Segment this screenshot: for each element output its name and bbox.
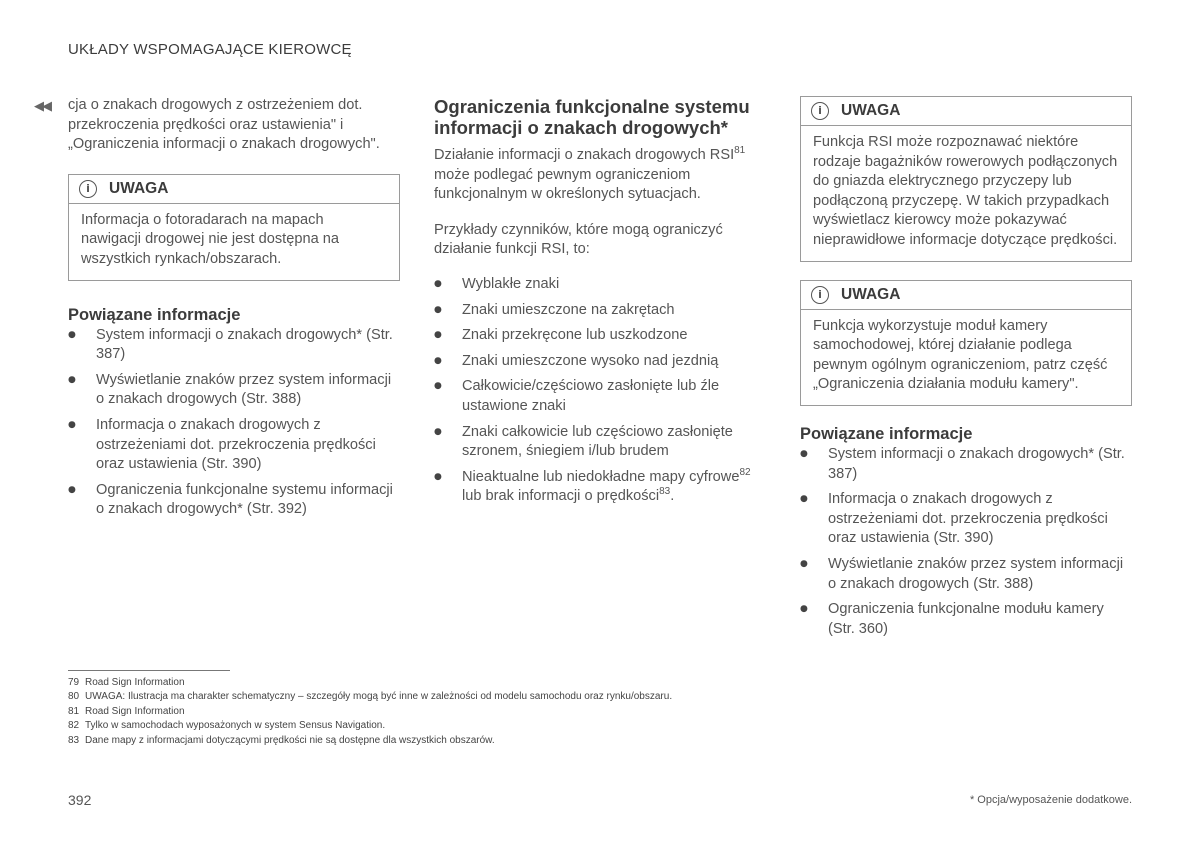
related-list	[68, 326, 400, 520]
info-circle-icon: i	[79, 180, 97, 198]
footnote: 82 Tylko w samochodach wyposażonych w system Sensus Navigation.	[68, 720, 386, 732]
related-link[interactable]: ● Ograniczenia funkcjonalne systemu informacji o znakach drogowych* (Str. 392)	[68, 481, 400, 520]
footnote: 79 Road Sign Information	[68, 677, 185, 688]
note-title: UWAGA	[109, 179, 169, 197]
column-3	[800, 96, 1132, 645]
option-footnote: * Opcja/wyposażenie dodatkowe.	[969, 794, 1132, 806]
list-item: ● Znaki przekręcone lub uszkodzone	[434, 326, 766, 346]
list-item: ● Całkowicie/częściowo zasłonięte lub źle ustawione znaki	[434, 377, 766, 416]
note-body: Informacja o fotoradarach na mapach nawigacji drogowej nie jest dostępna na wszystkich rynkach/obszarach.	[81, 211, 339, 267]
note-box	[800, 96, 1132, 262]
intro-paragraph: cja o znakach drogowych z ostrzeżeniem dot. przekroczenia prędkości oraz ustawienia" i „Ograniczenia informacji o znakach drogowych".	[68, 97, 380, 153]
section-heading: Ograniczenia funkcjonalne systemu informacji o znakach drogowych*	[434, 96, 750, 138]
list-item: ● Znaki umieszczone wysoko nad jezdnią	[434, 352, 766, 372]
footnote: 81 Road Sign Information	[68, 705, 185, 717]
related-heading: Powiązane informacje	[68, 305, 241, 324]
note-header	[69, 175, 399, 204]
footnote-divider	[68, 670, 230, 671]
footnote-ref[interactable]: 82	[739, 466, 751, 478]
note-header	[801, 97, 1131, 126]
related-link[interactable]: ● System informacji o znakach drogowych* (Str. 387)	[800, 445, 1132, 484]
list-item: ● Znaki umieszczone na zakrętach	[434, 301, 766, 321]
list-item: ● Wyblakłe znaki	[434, 275, 766, 295]
note-box	[68, 174, 400, 281]
note-header	[801, 281, 1131, 310]
footnote-ref[interactable]: 81	[734, 145, 746, 157]
intro-text: Działanie informacji o znakach drogowych RSI	[434, 147, 735, 163]
examples-paragraph: Przykłady czynników, które mogą ograniczyć działanie funkcji RSI, to:	[434, 221, 723, 258]
related-list	[800, 445, 1132, 639]
item-text: Nieaktualne lub niedokładne mapy cyfrowe	[462, 468, 740, 485]
page-number: 392	[68, 792, 92, 808]
related-link[interactable]: ● Ograniczenia funkcjonalne modułu kamery (Str. 360)	[800, 600, 1132, 639]
note-title: UWAGA	[841, 102, 901, 120]
intro-text-cont: może podlegać pewnym ograniczeniom funkcjonalnym w określonych sytuacjach.	[434, 166, 701, 203]
list-item	[434, 468, 766, 507]
footnote-ref[interactable]: 83	[659, 486, 671, 498]
related-link[interactable]: ● Informacja o znakach drogowych z ostrzeżeniami dot. przekroczenia prędkości oraz ustawienia (Str. 390)	[68, 416, 400, 475]
column-2	[434, 96, 766, 513]
intro-paragraph	[434, 146, 766, 205]
item-text: lub brak informacji o prędkości	[462, 488, 660, 505]
note-box	[800, 280, 1132, 406]
info-circle-icon: i	[811, 286, 829, 304]
footnote: 80 UWAGA: Ilustracja ma charakter schematyczny – szczegóły mogą być inne w zależności od modelu samochodu oraz rynku/obszaru.	[68, 691, 673, 703]
footnotes	[68, 676, 672, 748]
related-heading: Powiązane informacje	[800, 424, 973, 443]
list-item: ● Znaki całkowicie lub częściowo zasłonięte szronem, śniegiem i/lub brudem	[434, 423, 766, 462]
related-link[interactable]: ● Informacja o znakach drogowych z ostrzeżeniami dot. przekroczenia prędkości oraz ustawienia (Str. 390)	[800, 490, 1132, 549]
footnote: 83 Dane mapy z informacjami dotyczącymi prędkości nie są dostępne dla wszystkich obszarów.	[68, 734, 495, 746]
related-link[interactable]: ● System informacji o znakach drogowych* (Str. 387)	[68, 326, 400, 365]
column-1	[34, 96, 400, 526]
related-link[interactable]: ● Wyświetlanie znaków przez system informacji o znakach drogowych (Str. 388)	[68, 371, 400, 410]
factor-list	[434, 275, 766, 507]
continued-icon: ◀◀	[34, 98, 50, 113]
page-header: UKŁADY WSPOMAGAJĄCE KIEROWCĘ	[68, 41, 352, 58]
note-body: Funkcja wykorzystuje moduł kamery samochodowej, której działanie podlega pewnym ogólnym ograniczeniom, patrz część „Ograniczenia działania modułu kamery".	[813, 317, 1108, 393]
note-title: UWAGA	[841, 285, 901, 303]
item-text: .	[670, 488, 675, 505]
note-body: Funkcja RSI może rozpoznawać niektóre rodzaje bagażników rowerowych podłączonych do gniazda elektrycznego przyczepy lub podłączoną przyczepę. W takich przypadkach wyświetlacz kierowcy może pokazywać nieprawidłowe informacje dotyczące prędkości.	[813, 134, 1118, 248]
related-link[interactable]: ● Wyświetlanie znaków przez system informacji o znakach drogowych (Str. 388)	[800, 555, 1132, 594]
info-circle-icon: i	[811, 102, 829, 120]
